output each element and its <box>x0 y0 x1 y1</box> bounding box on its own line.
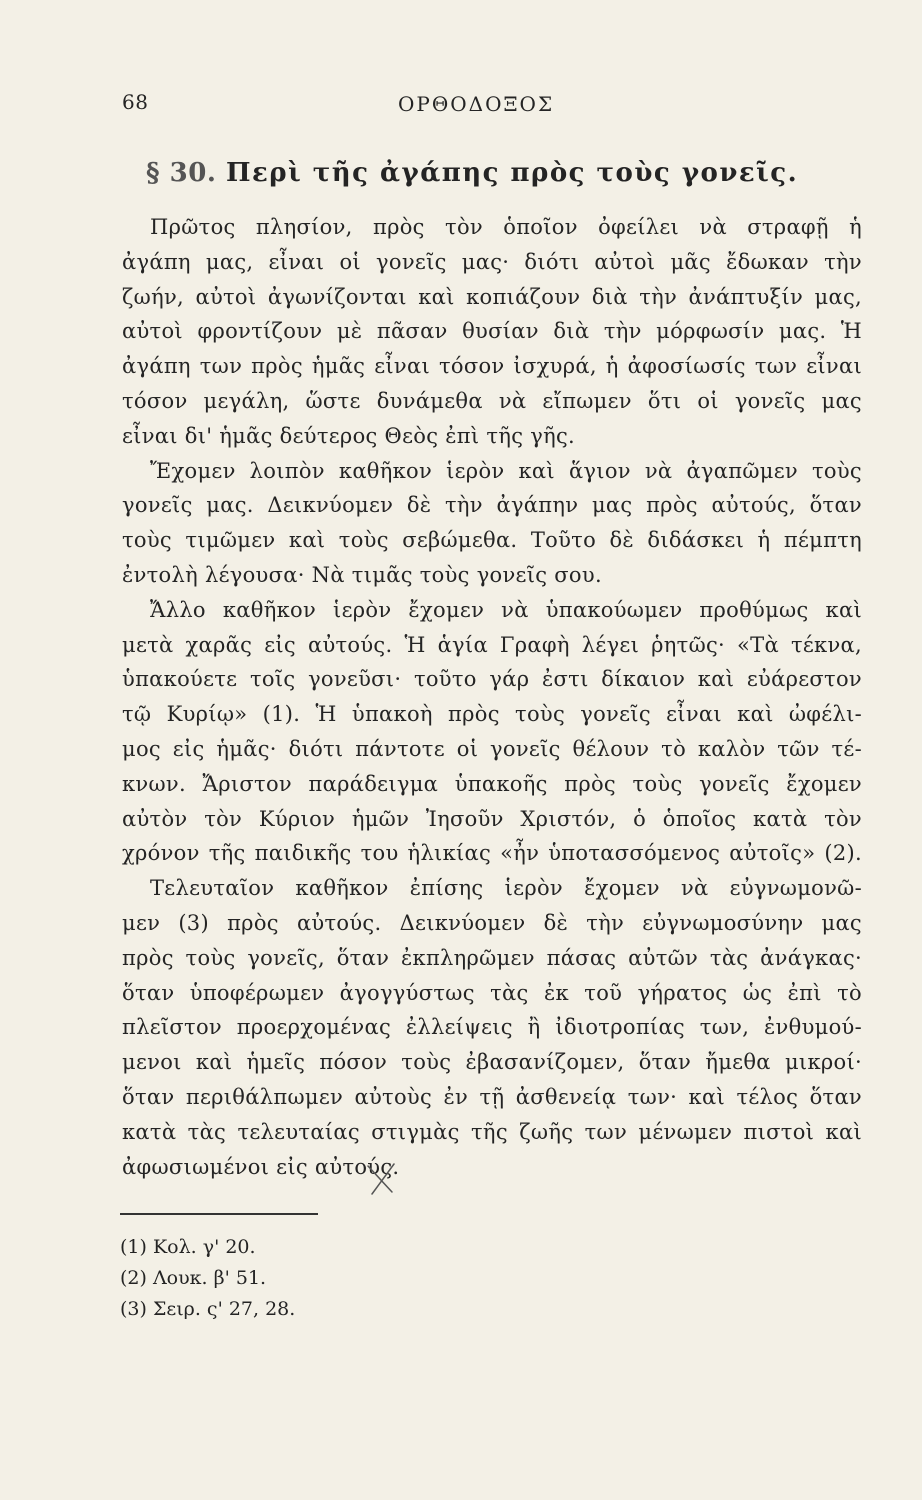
text-line: πρὸς τοὺς γονεῖς, ὅταν ἐκπληρῶμεν πάσας αὐτῶν τὰς ἀνάγκας· <box>122 945 862 970</box>
text-line: μετὰ χαρᾶς εἰς αὐτούς. Ἡ ἁγία Γραφὴ λέγει ῥητῶς· «Τὰ τέκνα, <box>122 632 862 657</box>
running-head: ΟΡΘΟΔΟΞΟΣ <box>398 92 555 116</box>
text-line: ὅταν ὑποφέρωμεν ἀγογγύστως τὰς ἐκ τοῦ γήρατος ὡς ἐπὶ τὸ <box>122 980 862 1005</box>
text-line: Ἔχομεν λοιπὸν καθῆκον ἱερὸν καὶ ἅγιον νὰ ἀγαπῶμεν τοὺς <box>150 458 862 483</box>
text-line: μενοι καὶ ἡμεῖς πόσον τοὺς ἐβασανίζομεν, ὅταν ἤμεθα μικροί· <box>122 1050 862 1075</box>
text-line: ἀγάπη μας, εἶναι οἱ γονεῖς μας· διότι αὐτοὶ μᾶς ἔδωκαν τὴν <box>122 249 862 274</box>
footnote: (2) Λουκ. β' 51. <box>120 1267 267 1289</box>
text-line: ἀφωσιωμένοι εἰς αὐτούς. <box>122 1154 400 1179</box>
text-line: ἀγάπη των πρὸς ἡμᾶς εἶναι τόσον ἰσχυρά, ἡ ἀφοσίωσίς των εἶναι <box>122 354 862 379</box>
text-line: εἶναι δι' ἡμᾶς δεύτερος Θεὸς ἐπὶ τῆς γῆς. <box>122 423 576 448</box>
text-line: τῷ Κυρίῳ» (1). Ἡ ὑπακοὴ πρὸς τοὺς γονεῖς εἶναι καὶ ὠφέλι- <box>122 702 862 727</box>
page-number: 68 <box>122 90 149 114</box>
pencil-x-mark-icon <box>364 1160 398 1196</box>
text-line: Ἄλλο καθῆκον ἱερὸν ἔχομεν νὰ ὑπακούωμεν προθύμως καὶ <box>150 597 862 622</box>
text-line: ἐντολὴ λέγουσα· Νὰ τιμᾶς τοὺς γονεῖς σου. <box>122 562 602 587</box>
footnote: (3) Σειρ. ς' 27, 28. <box>120 1298 296 1320</box>
section-heading <box>146 158 798 188</box>
text-line: πλεῖστον προερχομένας ἐλλείψεις ἢ ἰδιοτροπίας των, ἐνθυμού- <box>122 1015 862 1040</box>
text-line: μεν (3) πρὸς αὐτούς. Δεικνύομεν δὲ τὴν εὐγνωμοσύνην μας <box>122 910 862 935</box>
text-line: κατὰ τὰς τελευταίας στιγμὰς τῆς ζωῆς των μένωμεν πιστοὶ καὶ <box>122 1119 862 1144</box>
section-title: Περὶ τῆς ἀγάπης πρὸς τοὺς γονεῖς. <box>225 158 799 188</box>
text-line: γονεῖς μας. Δεικνύομεν δὲ τὴν ἀγάπην μας πρὸς αὐτούς, ὅταν <box>122 493 862 518</box>
footnotes <box>120 1232 295 1325</box>
section-number: § 30. <box>146 158 217 188</box>
text-line: αὐτοὶ φροντίζουν μὲ πᾶσαν θυσίαν διὰ τὴν μόρφωσίν μας. Ἡ <box>122 319 862 344</box>
text-line: αὐτὸν τὸν Κύριον ἡμῶν Ἰησοῦν Χριστόν, ὁ ὁποῖος κατὰ τὸν <box>122 806 862 831</box>
text-line: Πρῶτος πλησίον, πρὸς τὸν ὁποῖον ὀφείλει νὰ στραφῇ ἡ <box>150 215 862 239</box>
text-line: ζωήν, αὐτοὶ ἀγωνίζονται καὶ κοπιάζουν διὰ τὴν ἀνάπτυξίν μας, <box>122 284 862 309</box>
text-line: τοὺς τιμῶμεν καὶ τοὺς σεβώμεθα. Τοῦτο δὲ διδάσκει ἡ πέμπτη <box>122 528 862 553</box>
text-line: ὅταν περιθάλπωμεν αὐτοὺς ἐν τῇ ἀσθενείᾳ των· καὶ τέλος ὅταν <box>122 1084 862 1109</box>
body-text <box>122 210 862 1184</box>
text-line: τόσον μεγάλη, ὥστε δυνάμεθα νὰ εἴπωμεν ὅτι οἱ γονεῖς μας <box>122 388 862 413</box>
text-line: χρόνον τῆς παιδικῆς του ἡλικίας «ἦν ὑποτασσόμενος αὐτοῖς» (2). <box>122 841 862 866</box>
text-line: μος εἰς ἡμᾶς· διότι πάντοτε οἱ γονεῖς θέλουν τὸ καλὸν τῶν τέ- <box>122 736 862 761</box>
footnote: (1) Κολ. γ' 20. <box>120 1236 256 1258</box>
text-line: κνων. Ἄριστον παράδειγμα ὑπακοῆς πρὸς τοὺς γονεῖς ἔχομεν <box>122 771 862 796</box>
text-line: Τελευταῖον καθῆκον ἐπίσης ἱερὸν ἔχομεν νὰ εὐγνωμονῶ- <box>150 876 862 901</box>
text-line: ὑπακούετε τοῖς γονεῦσι· τοῦτο γάρ ἐστι δίκαιον καὶ εὐάρεστον <box>122 667 862 692</box>
footnote-divider <box>120 1213 318 1215</box>
